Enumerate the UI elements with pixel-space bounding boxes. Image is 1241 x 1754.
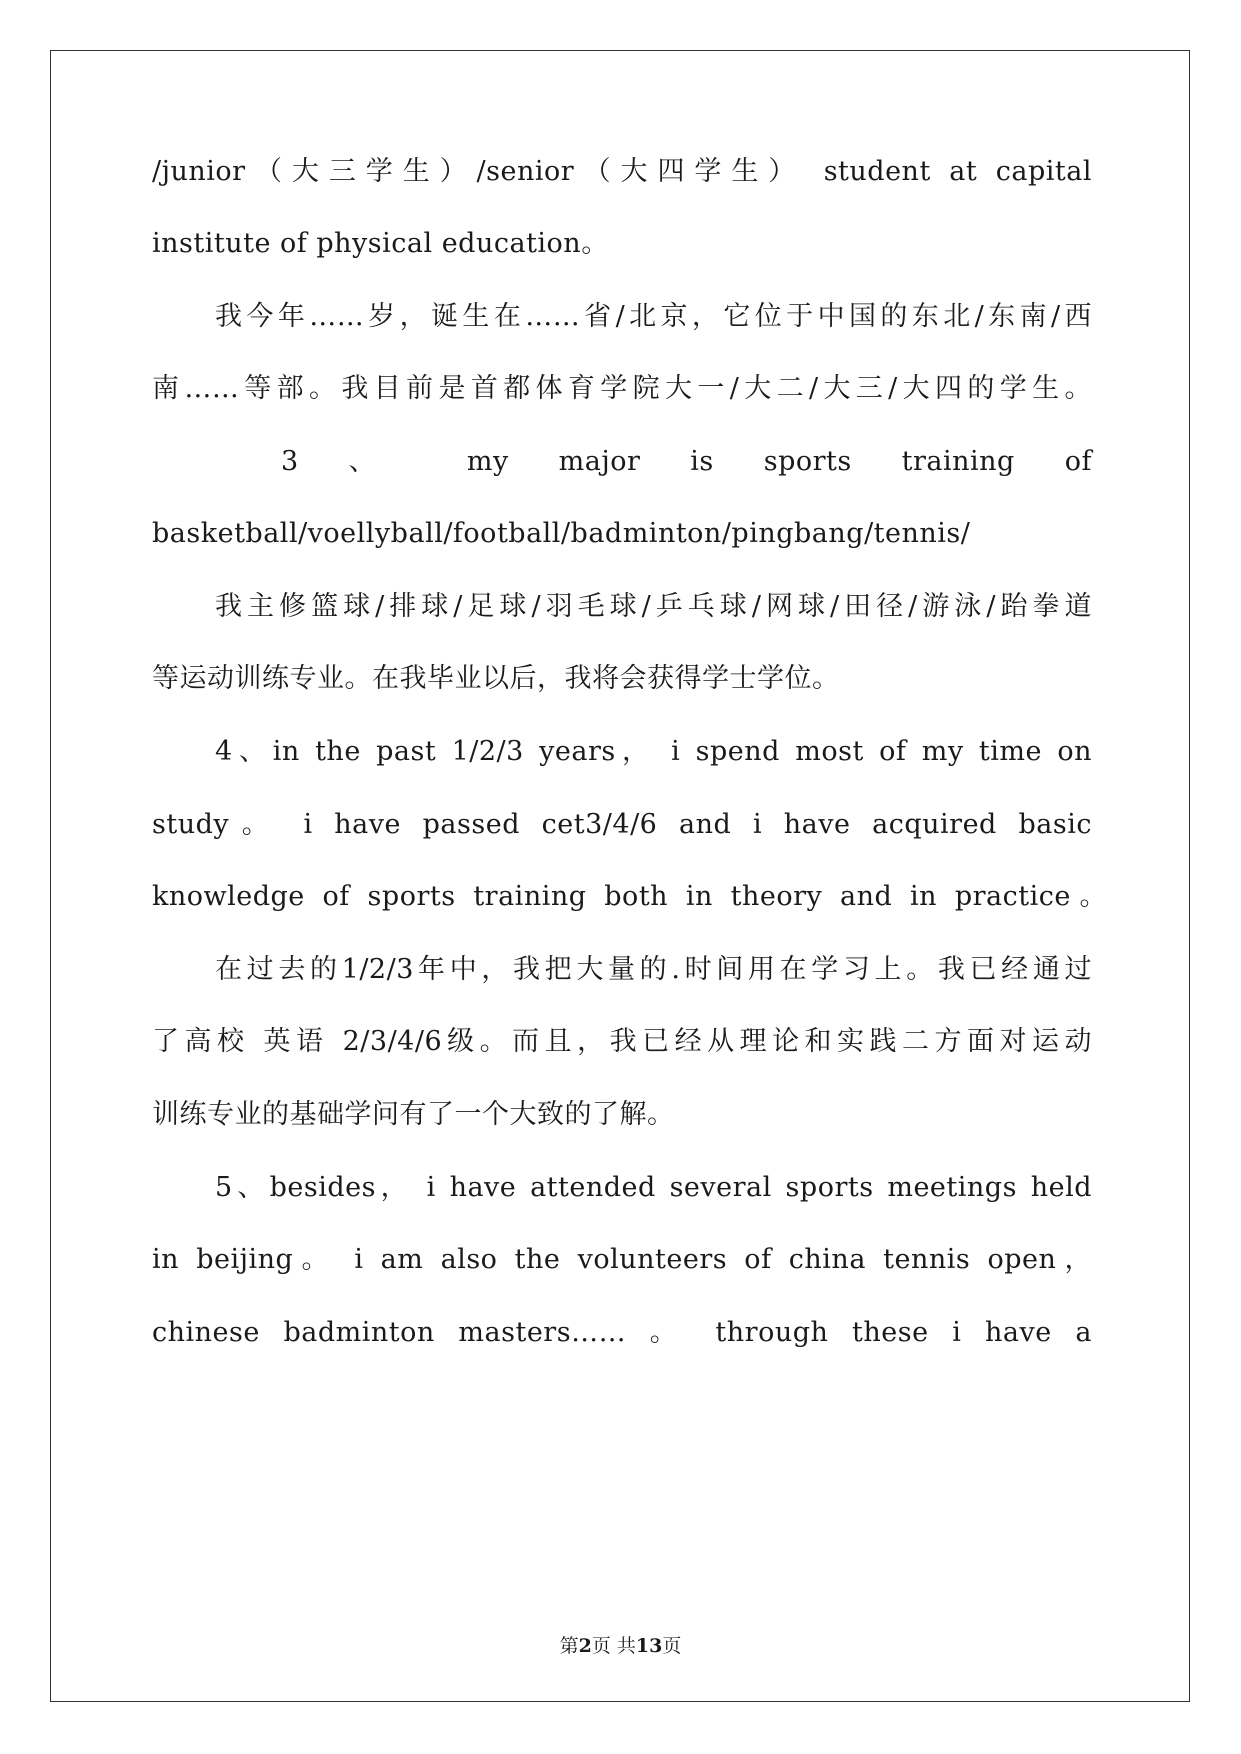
text-line-3: 我今年……岁，诞生在……省/北京，它位于中国的东北/东南/西 (215, 301, 1092, 332)
text-line-17: chinese badminton masters…… 。 through these i have a (152, 1317, 1092, 1348)
text-line-6: basketball/voellyball/football/badminton/pingbang/tennis/ (152, 518, 971, 549)
text-line-10: study。 i have passed cet3/4/6 and i have acquired basic (152, 809, 1092, 840)
text-line-4: 南……等部。我目前是首都体育学院大一/大二/大三/大四的学生。 (152, 373, 1092, 404)
footer-suffix: 页 (662, 1635, 682, 1657)
footer-total-pages: 13 (635, 1635, 663, 1657)
footer-prefix: 第 (559, 1635, 579, 1657)
text-line-8: 等运动训练专业。在我毕业以后，我将会获得学士学位。 (152, 663, 840, 694)
text-line-16: in beijing。 i am also the volunteers of china tennis open， (152, 1244, 1092, 1275)
footer-page-number: 2 (578, 1635, 592, 1657)
text-line-15: 5、besides， i have attended several sports meetings held (215, 1172, 1092, 1203)
text-line-5: 3 、 my major is sports training of (281, 446, 1092, 477)
text-line-1: /junior（大三学生）/senior（大四学生） student at capital (152, 156, 1092, 187)
text-line-11: knowledge of sports training both in theory and in practice。 (152, 881, 1107, 912)
text-line-2: institute of physical education。 (152, 228, 609, 259)
text-line-13: 了高校 英语 2/3/4/6级。而且，我已经从理论和实践二方面对运动 (152, 1026, 1092, 1057)
text-line-9: 4、in the past 1/2/3 years， i spend most of my time on (215, 736, 1092, 767)
page-footer (0, 1633, 1241, 1659)
text-line-12: 在过去的1/2/3年中，我把大量的.时间用在学习上。我已经通过 (215, 954, 1092, 985)
text-line-7: 我主修篮球/排球/足球/羽毛球/乒乓球/网球/田径/游泳/跆拳道 (215, 591, 1092, 622)
text-line-14: 训练专业的基础学问有了一个大致的了解。 (152, 1099, 675, 1130)
footer-mid: 页 共 (591, 1635, 636, 1657)
